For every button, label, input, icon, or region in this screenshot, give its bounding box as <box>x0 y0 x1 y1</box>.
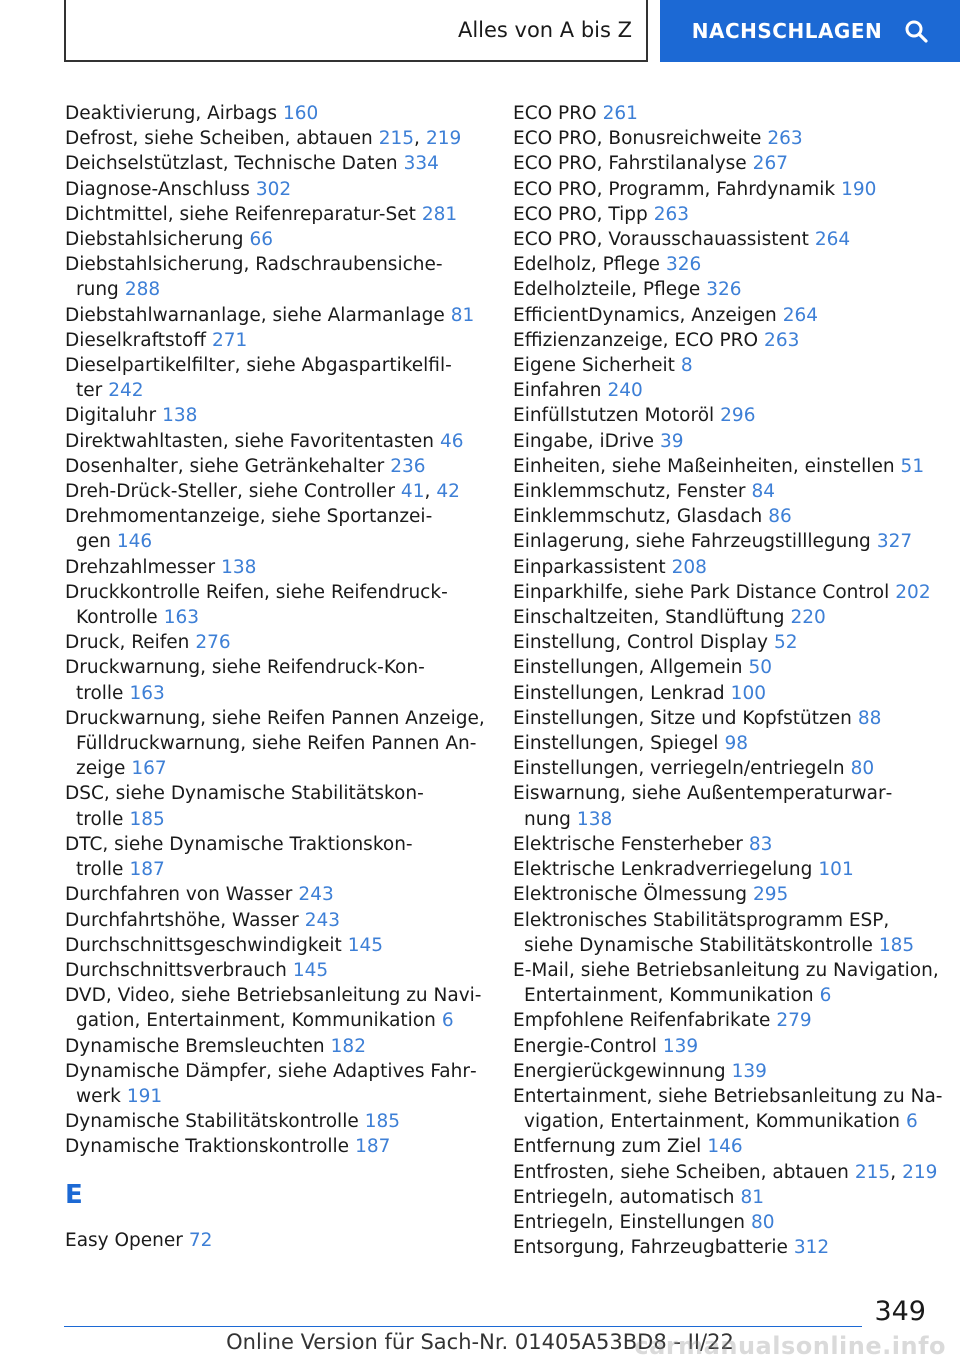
index-term: ECO PRO, Bonusreichweite <box>513 128 762 150</box>
index-term: ECO PRO <box>513 103 597 124</box>
page-link[interactable]: 187 <box>355 1136 391 1158</box>
index-entry <box>65 479 485 504</box>
index-column-left <box>65 101 485 1253</box>
page-link[interactable]: 84 <box>751 481 775 503</box>
page-link[interactable]: 215 <box>854 1161 891 1183</box>
letter-heading: E <box>65 1179 83 1210</box>
index-term: Einstellungen, Sitze und Kopfstützen <box>513 707 852 729</box>
index-entry <box>65 101 485 126</box>
index-term: Einstellung, Control Display <box>513 632 769 654</box>
index-term: Dichtmittel, siehe Reifenreparatur-Set <box>65 203 416 225</box>
index-term: ECO PRO, Fahrstilanalyse <box>513 153 747 175</box>
index-entry <box>65 1228 485 1253</box>
page-link[interactable]: 146 <box>116 531 153 553</box>
index-term: Effizienzanzeige, ECO PRO <box>513 329 759 351</box>
index-entry <box>65 580 485 630</box>
page-link[interactable]: 263 <box>764 329 800 351</box>
index-term: Einklemmschutz, Glasdach <box>513 506 763 528</box>
index-term: Empfohlene Reifenfabrikate <box>513 1010 771 1032</box>
index-term: Einfüllstutzen Motoröl <box>513 405 715 427</box>
index-term: Direktwahltasten, siehe Favoritentasten <box>65 430 435 452</box>
index-term: Diebstahlwarnanlage, siehe Alarmanlage <box>65 304 445 326</box>
page-link[interactable]: 52 <box>774 632 798 654</box>
page-link[interactable]: 236 <box>390 455 426 477</box>
index-entry <box>513 303 943 328</box>
page-link[interactable]: 51 <box>900 455 925 477</box>
index-term: Druckkontrolle Reifen, siehe Reifendruck-Kontrolle <box>65 581 448 629</box>
index-term: Dynamische Bremsleuchten <box>65 1035 325 1057</box>
page-link[interactable]: 267 <box>752 153 788 175</box>
footer-version: Online Version für Sach-Nr. 01405A53BD8 - II/22 <box>226 1330 734 1354</box>
page-link[interactable]: 296 <box>720 405 756 427</box>
index-entry <box>513 655 943 680</box>
page-link[interactable]: 243 <box>304 909 341 931</box>
page-link[interactable]: 163 <box>163 607 199 629</box>
page-link[interactable]: 243 <box>298 884 334 906</box>
page-link[interactable]: 276 <box>195 632 231 654</box>
index-entry <box>65 454 485 479</box>
page-link[interactable]: 72 <box>188 1229 213 1251</box>
index-entry <box>513 555 943 580</box>
index-entry <box>513 227 943 252</box>
page-separator: , <box>424 481 431 503</box>
page-link[interactable]: 6 <box>441 1010 454 1032</box>
index-term: Durchschnittsgeschwindigkeit <box>65 934 342 956</box>
index-list-right <box>513 101 943 1260</box>
index-term: Drehmomentanzeige, siehe Sportanzeigen <box>65 506 433 553</box>
page-link[interactable]: 81 <box>450 304 475 326</box>
index-list-left <box>65 101 485 1160</box>
index-entry <box>65 177 485 202</box>
index-entry <box>513 882 943 907</box>
index-term: EfficientDynamics, Anzeigen <box>513 304 777 326</box>
index-entry <box>65 555 485 580</box>
index-term: Entfrosten, siehe Scheiben, abtauen <box>513 1161 849 1183</box>
index-entry <box>513 429 943 454</box>
page-link[interactable]: 215 <box>378 128 415 150</box>
index-column-right <box>513 101 943 1260</box>
index-entry <box>65 655 485 705</box>
page-link[interactable]: 302 <box>255 178 292 200</box>
index-entry <box>513 403 943 428</box>
page-link[interactable]: 163 <box>129 682 165 704</box>
index-entry <box>513 177 943 202</box>
page-link[interactable]: 327 <box>876 531 913 553</box>
index-term: Dreh-Drück-Steller, siehe Controller <box>65 481 395 503</box>
index-entry <box>513 1034 943 1059</box>
nachschlagen-label: NACHSCHLAGEN <box>691 19 883 43</box>
page-link[interactable]: 219 <box>902 1161 938 1183</box>
index-term: Einheiten, siehe Maßeinheiten, einstellen <box>513 455 895 477</box>
index-entry <box>513 353 943 378</box>
page-link[interactable]: 138 <box>576 808 613 830</box>
index-term: Druck, Reifen <box>65 632 190 654</box>
index-term: Durchfahrtshöhe, Wasser <box>65 909 299 931</box>
index-entry <box>65 353 485 403</box>
page-link[interactable]: 138 <box>162 405 198 427</box>
index-entry <box>513 1235 943 1260</box>
page-link[interactable]: 100 <box>730 682 766 704</box>
index-term: Dynamische Stabilitätskontrolle <box>65 1111 359 1133</box>
index-entry <box>513 832 943 857</box>
index-entry <box>65 303 485 328</box>
index-entry <box>513 277 943 302</box>
page-link[interactable]: 202 <box>895 581 931 603</box>
index-entry <box>513 328 943 353</box>
index-entry <box>513 908 943 958</box>
index-entry <box>65 983 485 1033</box>
index-entry <box>513 630 943 655</box>
index-entry <box>65 706 485 782</box>
index-entry <box>65 958 485 983</box>
index-term: Elektronisches Stabilitätsprogramm ESP, siehe Dynamische Stabilitätskontrolle <box>513 909 890 956</box>
index-term: Einparkassistent <box>513 556 666 578</box>
index-entry <box>65 882 485 907</box>
index-entry <box>513 202 943 227</box>
page-link[interactable]: 219 <box>425 128 462 150</box>
index-term: Energierückgewinnung <box>513 1060 726 1082</box>
watermark: carmanualsonline.info <box>634 1332 946 1360</box>
index-entry <box>513 958 943 1008</box>
page-link[interactable]: 146 <box>707 1136 743 1158</box>
index-entry <box>513 1084 943 1134</box>
index-entry <box>65 1034 485 1059</box>
page-link[interactable]: 185 <box>364 1111 401 1133</box>
search-icon[interactable] <box>904 19 928 43</box>
page-link[interactable]: 88 <box>857 707 882 729</box>
index-entry <box>513 252 943 277</box>
page-link[interactable]: 185 <box>129 808 165 830</box>
index-term: Elektronische Ölmessung <box>513 884 747 906</box>
index-entry <box>513 580 943 605</box>
section-header <box>64 0 648 62</box>
page-link[interactable]: 263 <box>653 203 690 225</box>
page-number: 349 <box>874 1296 926 1327</box>
page-link[interactable]: 83 <box>748 833 773 855</box>
index-term: Entriegeln, Einstellungen <box>513 1211 745 1233</box>
index-term: Deaktivierung, Airbags <box>65 103 277 124</box>
page-link[interactable]: 101 <box>818 859 854 881</box>
page-link[interactable]: 334 <box>403 153 439 175</box>
index-term: Deichselstützlast, Technische Daten <box>65 153 398 175</box>
index-term: Digitaluhr <box>65 405 157 427</box>
index-entry <box>513 1210 943 1235</box>
page-link[interactable]: 240 <box>607 380 643 402</box>
index-term: Edelholz, Pflege <box>513 254 660 276</box>
index-term: Durchfahren von Wasser <box>65 884 293 906</box>
page-separator: , <box>890 1161 897 1183</box>
index-entry <box>513 151 943 176</box>
index-entry <box>513 706 943 731</box>
index-term: Entertainment, siehe Betriebsanleitung zu Navigation, Entertainment, Kommunikation <box>513 1085 943 1133</box>
index-entry <box>513 126 943 151</box>
index-entry <box>513 504 943 529</box>
page-link[interactable]: 295 <box>752 884 789 906</box>
index-entry <box>65 933 485 958</box>
page-link[interactable]: 261 <box>602 103 638 124</box>
index-entry <box>65 1059 485 1109</box>
index-term: Einparkhilfe, siehe Park Distance Control <box>513 581 890 603</box>
index-term: Eiswarnung, siehe Außentemperaturwarnung <box>513 783 893 830</box>
page-link[interactable]: 288 <box>124 279 161 301</box>
page-link[interactable]: 66 <box>249 229 274 251</box>
index-entry <box>65 630 485 655</box>
page-link[interactable]: 138 <box>221 556 257 578</box>
index-entry <box>65 908 485 933</box>
index-term: Energie-Control <box>513 1035 657 1057</box>
page-link[interactable]: 263 <box>767 128 803 150</box>
index-term: ECO PRO, Vorausschauassistent <box>513 229 809 251</box>
page-link[interactable]: 145 <box>347 934 384 956</box>
index-term: E-Mail, siehe Betriebsanleitung zu Navigation, Entertainment, Kommunikation <box>513 959 939 1007</box>
page-link[interactable]: 190 <box>841 178 877 200</box>
index-entry <box>513 454 943 479</box>
section-title: Alles von A bis Z <box>457 18 632 42</box>
index-entry <box>65 781 485 831</box>
index-term: Diagnose-Anschluss <box>65 178 250 200</box>
index-term: Defrost, siehe Scheiben, abtauen <box>65 128 373 150</box>
page-link[interactable]: 86 <box>768 506 792 528</box>
index-entry <box>65 328 485 353</box>
page-link[interactable]: 80 <box>850 758 875 780</box>
page-link[interactable]: 208 <box>671 556 707 578</box>
page-link[interactable]: 271 <box>211 329 248 351</box>
page-link[interactable]: 326 <box>665 254 702 276</box>
page-link[interactable]: 139 <box>731 1060 767 1082</box>
page-link[interactable]: 242 <box>108 380 144 402</box>
index-term: Durchschnittsverbrauch <box>65 959 287 981</box>
page-link[interactable]: 6 <box>819 985 832 1007</box>
page-link[interactable]: 312 <box>793 1237 830 1259</box>
index-entry <box>65 1134 485 1159</box>
index-term: Druckwarnung, siehe Reifendruck-Kontrolle <box>65 657 425 704</box>
index-term: Entriegeln, automatisch <box>513 1186 735 1208</box>
page-link[interactable]: 160 <box>282 103 319 124</box>
index-entry <box>513 1185 943 1210</box>
index-term: DVD, Video, siehe Betriebsanleitung zu Navigation, Entertainment, Kommunikation <box>65 985 482 1032</box>
index-term: Druckwarnung, siehe Reifen Pannen Anzeige, Fülldruckwarnung, siehe Reifen Pannen Anzeige <box>65 707 485 780</box>
page-link[interactable]: 46 <box>440 430 464 452</box>
index-term: Eingabe, iDrive <box>513 430 654 452</box>
index-term: Diebstahlsicherung, Radschraubensicherung <box>65 254 443 301</box>
index-term: ECO PRO, Programm, Fahrdynamik <box>513 178 836 200</box>
index-term: Elektrische Lenkradverriegelung <box>513 859 813 881</box>
index-entry <box>65 126 485 151</box>
index-term: Drehzahlmesser <box>65 556 216 578</box>
page-separator: , <box>414 128 420 150</box>
page-link[interactable]: 167 <box>131 758 167 780</box>
index-term: Dynamische Traktionskontrolle <box>65 1136 350 1158</box>
index-term: Easy Opener <box>65 1229 183 1251</box>
page-link[interactable]: 264 <box>782 304 819 326</box>
index-list-letter <box>65 1228 485 1253</box>
index-term: Einklemmschutz, Fenster <box>513 481 746 503</box>
page-link[interactable]: 145 <box>292 959 329 981</box>
index-term: Einfahren <box>513 380 602 402</box>
page-link[interactable]: 326 <box>706 279 742 301</box>
nachschlagen-tab[interactable] <box>660 0 960 62</box>
page-link[interactable]: 187 <box>129 859 165 881</box>
index-entry <box>513 1059 943 1084</box>
index-entry <box>65 1109 485 1134</box>
index-term: DSC, siehe Dynamische Stabilitätskontrolle <box>65 783 424 830</box>
index-term: Einstellungen, Allgemein <box>513 657 743 679</box>
index-term: Einstellungen, Lenkrad <box>513 682 725 704</box>
index-term: Diebstahlsicherung <box>65 229 244 251</box>
index-term: Dieselpartikelfilter, siehe Abgaspartikelfilter <box>65 355 452 402</box>
footer-divider <box>64 1326 862 1327</box>
index-entry <box>65 252 485 302</box>
index-term: Dosenhalter, siehe Getränkehalter <box>65 455 385 477</box>
page-link[interactable]: 220 <box>790 607 826 629</box>
index-entry <box>65 429 485 454</box>
index-entry <box>513 756 943 781</box>
index-entry <box>65 227 485 252</box>
index-entry <box>513 529 943 554</box>
page-link[interactable]: 182 <box>330 1035 366 1057</box>
index-entry <box>65 202 485 227</box>
index-term: Einschaltzeiten, Standlüftung <box>513 607 785 629</box>
index-term: Eigene Sicherheit <box>513 355 675 377</box>
index-term: DTC, siehe Dynamische Traktionskontrolle <box>65 833 413 881</box>
index-entry <box>513 857 943 882</box>
index-term: Entfernung zum Ziel <box>513 1136 702 1158</box>
page-link[interactable]: 139 <box>662 1035 699 1057</box>
index-entry <box>513 1134 943 1159</box>
page-link[interactable]: 81 <box>740 1186 765 1208</box>
index-entry <box>513 605 943 630</box>
page-link[interactable]: 279 <box>776 1010 812 1032</box>
page-link[interactable]: 6 <box>905 1111 918 1133</box>
index-entry <box>65 151 485 176</box>
index-entry <box>65 832 485 882</box>
index-entry <box>513 681 943 706</box>
index-term: Edelholzteile, Pflege <box>513 279 701 301</box>
page-link[interactable]: 42 <box>436 481 460 503</box>
index-entry <box>513 1008 943 1033</box>
index-entry <box>513 101 943 126</box>
index-entry <box>513 781 943 831</box>
page-link[interactable]: 264 <box>814 229 851 251</box>
index-entry <box>65 504 485 554</box>
index-term: ECO PRO, Tipp <box>513 203 648 225</box>
page-link[interactable]: 98 <box>724 733 748 755</box>
index-entry <box>513 731 943 756</box>
index-term: Einstellungen, Spiegel <box>513 733 719 755</box>
page-link[interactable]: 41 <box>400 481 425 503</box>
page-link[interactable]: 50 <box>748 657 773 679</box>
index-term: Dynamische Dämpfer, siehe Adaptives Fahrwerk <box>65 1060 477 1107</box>
page-link[interactable]: 191 <box>126 1085 163 1107</box>
page-link[interactable]: 185 <box>878 934 915 956</box>
page-link[interactable]: 39 <box>659 430 684 452</box>
index-entry <box>513 378 943 403</box>
page-link[interactable]: 80 <box>750 1211 775 1233</box>
index-entry <box>513 1160 943 1185</box>
index-entry <box>65 403 485 428</box>
index-term: Dieselkraftstoff <box>65 329 206 351</box>
page-link[interactable]: 8 <box>680 355 693 377</box>
page-link[interactable]: 281 <box>421 203 458 225</box>
index-term: Einlagerung, siehe Fahrzeugstilllegung <box>513 531 871 553</box>
index-term: Einstellungen, verriegeln/entriegeln <box>513 758 845 780</box>
index-term: Entsorgung, Fahrzeugbatterie <box>513 1237 788 1259</box>
index-term: Elektrische Fensterheber <box>513 833 743 855</box>
index-entry <box>513 479 943 504</box>
